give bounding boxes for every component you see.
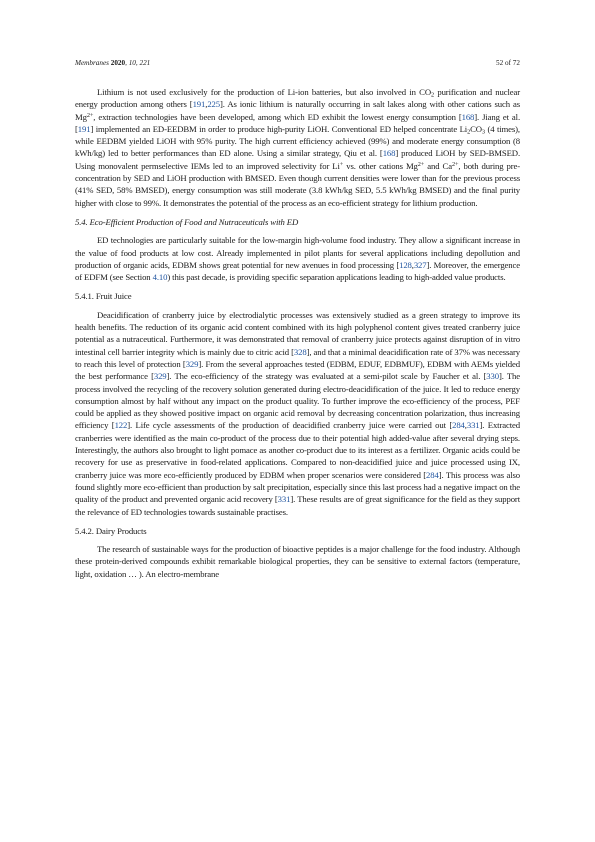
paragraph-fruit-juice: Deacidification of cranberry juice by electrodialytic processes was extensively studied as a green strategy to improve its health benefits. The reduction of its organic acid content combined with its high polyphenol content gives treated cranberry juice potential as a nutraceutical. Furthermore, it was demonstrated that removal of cranberry juice protects against disruption of in vitro intestinal cell barrier integrity which is mainly due to citric acid [328], and that a minimal deacidification rate of 37% was necessary to reach this level of protection [329]. From the several approaches tested (EDBM, EDUF, EDBMUF), EDBM with AEMs yielded the best performance [329]. The eco-efficiency of the strategy was evaluated at a semi-pilot scale by Faucher et al. [330]. The process involved the recycling of the recovery solution generated during electro-deacidification of the juice. It led to reduce energy consumption almost by half without any impact on the product quality. To further improve the eco-efficiency of the process, PEF could be applied as they showed positive impact on organic acid removal by decreasing concentration polarization, thus increasing efficiency [122]. Life cycle assessments of the production of deacidified cranberry juice were carried out [284,331]. Extracted cranberries were identified as the main co-product of the process due to their potential high added-value after several drying steps. Interestingly, the authors also brought to light pomace as another co-product due to its interest as a fertilizer. Organic acids could be recovery for use as preservative in food-related applications. Compared to non-deacidified juice and juice processed using IX, cranberry juice was more eco-efficiently produced by EDBM when proper scenarios were considered [284]. This process was also found slightly more eco-efficient than production by salt precipitation, especially since this last process had a negative impact on the quality of the product and prevented organic acid recovery [331]. These results are of great significance for the field as they support the relevance of ED technologies towards sustainable practises. (75, 309, 520, 517)
body-text (75, 86, 520, 580)
citation-link[interactable]: 331 (277, 494, 291, 505)
citation-link[interactable]: 122 (114, 420, 128, 431)
journal-year: 2020 (110, 59, 126, 67)
citation-link[interactable]: 191 (77, 123, 91, 134)
paragraph-lithium: Lithium is not used exclusively for the production of Li-ion batteries, but also involved in $CO_2$ purification and nuclear energy production among others [191,225]. As ionic lithium is naturally occurring in salt lakes along with other cations such as $Mg^{2+}$, extraction technologies have been developed, among which ED exhibit the lowest energy consumption [168]. Jiang et al. [191] implemented an ED-EEDBM in order to produce high-purity LiOH. Conventional ED helped concentrate $Li_2CO_3$ (4 times), while EEDBM yielded LiOH with 95% purity. The high current efficiency achieved (99%) and moderate energy consumption (8 kWh/kg) led to better performances than ED alone. Using a similar strategy, Qiu et al. [168] produced LiOH by SED-BMSED. Using monovalent permselective IEMs led to an improved selectivity for Li+ vs. other cations $Mg^{2+}$ and $Ca^{2+}$, both during pre-concentration by SED and LiOH production with BMSED. Even though current densities were lower than for the previous process (41% SED, 58% BMSED), energy consumption was still moderate (3.8 kWh/kg SED, 5.5 kWh/kg BMSED) and the final purity higher with close to 99%. It demonstrates the potential of the process as an eco-efficient strategy for lithium production. (75, 87, 521, 208)
citation-link[interactable]: 225 (207, 99, 220, 110)
citation-link[interactable]: 284 (452, 420, 465, 431)
section-heading-5-4: 5.4. Eco-Efficient Production of Food and Nutraceuticals with ED (75, 216, 299, 227)
running-header (75, 57, 520, 69)
section-heading-5-4-2: 5.4.2. Dairy Products (75, 525, 147, 536)
section-heading-5-4-1: 5.4.1. Fruit Juice (75, 291, 132, 302)
citation-link[interactable]: 168 (461, 111, 475, 122)
paragraph-food: ED technologies are particularly suitable for the low-margin high-volume food industry. They allow a significant increase in the value of food products at low cost. Already implemented in pilot plants for several applications including depollution and production of organic acids, EDBM shows great potential for new avenues in food processing [128,327]. Moreover, the emergence of EDFM (see Section 4.10) this past decade, is providing specific separation applications leading to high-added value products. (75, 235, 520, 283)
citation-link[interactable]: 284 (426, 469, 439, 480)
section-link[interactable]: 4.10 (152, 272, 168, 283)
paragraph-dairy: The research of sustainable ways for the production of bioactive peptides is a major challenge for the food industry. Although these protein-derived compounds exhibit remarkable biological properties, they can be sensitive to external factors (temperature, light, oxidation … ). An electro-membrane (75, 544, 520, 579)
citation-link[interactable]: 327 (413, 259, 427, 270)
citation-link[interactable]: 330 (486, 371, 499, 382)
journal-citation: Membranes 2020, 10, 221 (75, 59, 151, 67)
citation-link[interactable]: 191 (192, 99, 206, 110)
page-number: 52 of 72 (496, 59, 520, 67)
citation-link[interactable]: 168 (382, 148, 396, 159)
citation-link[interactable]: 329 (153, 371, 167, 382)
citation-link[interactable]: 128 (399, 259, 412, 270)
article-number: 221 (139, 59, 151, 67)
citation-link[interactable]: 328 (293, 346, 307, 357)
journal-volume: 10 (128, 59, 136, 67)
citation-link[interactable]: 329 (185, 358, 199, 369)
citation-link[interactable]: 331 (466, 420, 480, 431)
journal-name: Membranes (75, 59, 109, 67)
